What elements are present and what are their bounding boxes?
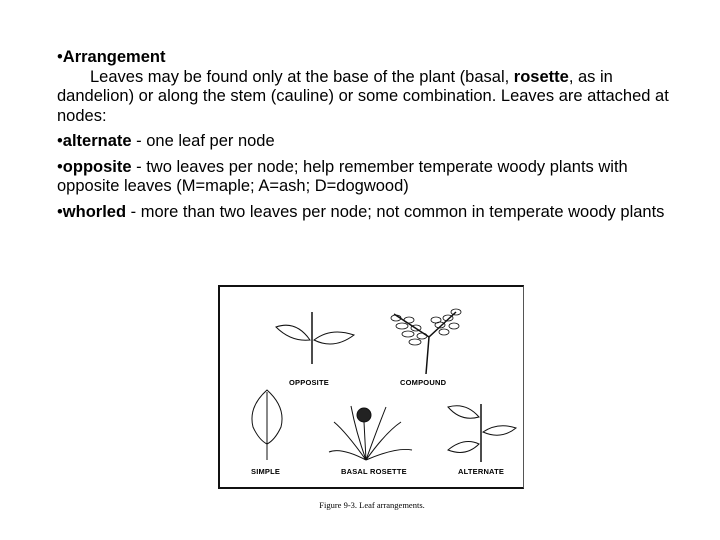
whorled-term: whorled bbox=[62, 202, 127, 221]
bullet: • bbox=[57, 132, 63, 150]
figure-caption: Figure 9-3. Leaf arrangements. bbox=[319, 500, 425, 510]
opposite-term: opposite bbox=[62, 157, 132, 176]
simple-illustration bbox=[252, 390, 282, 460]
arrangement-heading bbox=[57, 48, 687, 126]
opposite-illustration bbox=[276, 312, 354, 364]
arrangement-body: Leaves may be found only at the base of the plant (basal, bbox=[90, 67, 514, 86]
bullet: • bbox=[57, 202, 63, 221]
alternate-desc: - one leaf per node bbox=[131, 132, 275, 150]
opposite-desc: - two leaves per node; help remember temperate woody plants with opposite leaves (M=maple; A=ash; D=dogwood) bbox=[57, 157, 628, 195]
arrangement-title: Arrangement bbox=[62, 48, 166, 66]
basal-rosette-illustration bbox=[329, 406, 412, 460]
label-compound: COMPOUND bbox=[400, 378, 447, 387]
indent bbox=[57, 68, 90, 86]
leaf-arrangement-figure bbox=[216, 282, 528, 517]
bullet: • bbox=[57, 157, 63, 176]
opposite-item bbox=[57, 158, 687, 197]
alternate-illustration bbox=[448, 404, 516, 462]
label-simple: SIMPLE bbox=[251, 467, 281, 476]
label-basal-rosette: BASAL ROSETTE bbox=[341, 467, 407, 476]
compound-illustration bbox=[391, 309, 461, 374]
whorled-item bbox=[57, 203, 687, 223]
slide-text bbox=[57, 48, 687, 228]
whorled-desc: - more than two leaves per node; not common in temperate woody plants bbox=[126, 202, 665, 221]
bullet: • bbox=[57, 48, 63, 66]
leaf-illustrations bbox=[216, 282, 528, 517]
label-opposite: OPPOSITE bbox=[289, 378, 329, 387]
alternate-item bbox=[57, 132, 687, 152]
arrangement-body-2: , as in dandelion) or along the stem (cauline) or some combination. Leaves are attached at nodes: bbox=[57, 67, 669, 125]
label-alternate: ALTERNATE bbox=[458, 467, 505, 476]
rosette-term: rosette bbox=[513, 67, 569, 86]
alternate-term: alternate bbox=[62, 132, 132, 150]
